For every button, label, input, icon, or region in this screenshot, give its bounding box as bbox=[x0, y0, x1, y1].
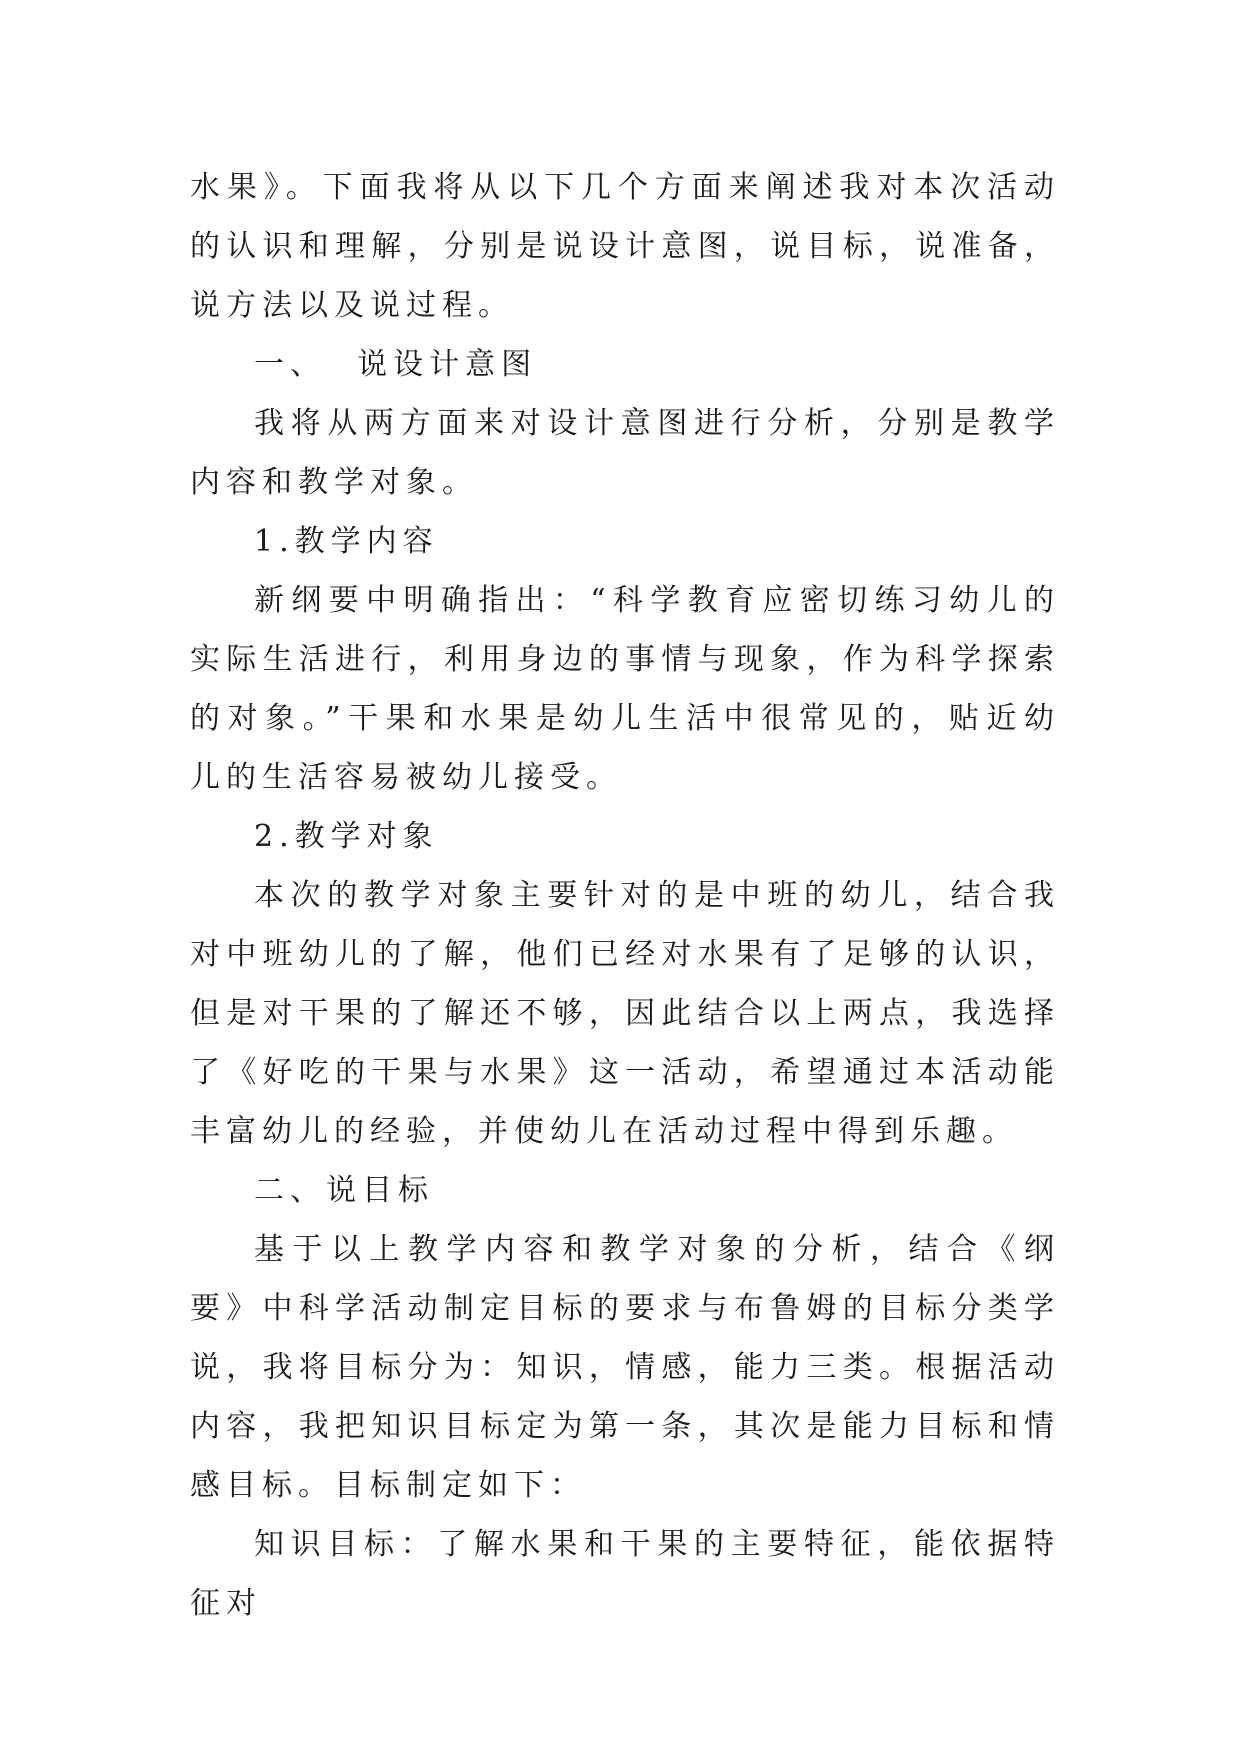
section-heading-design-intent: 一、 说设计意图 bbox=[254, 347, 538, 382]
subheading-teaching-object: 2.教学对象 bbox=[254, 819, 439, 854]
paragraph-teaching-content: 新纲要中明确指出：“科学教育应密切练习幼儿的实际生活进行，利用身边的事情与现象，作为科学探索的对象。”干果和水果是幼儿生活中很常见的，贴近幼儿的生活容易被幼儿接受。 bbox=[190, 583, 1060, 795]
subheading-teaching-content: 1.教学内容 bbox=[254, 524, 439, 559]
paragraph-teaching-object: 本次的教学对象主要针对的是中班的幼儿，结合我对中班幼儿的了解，他们已经对水果有了足够的认识，但是对干果的了解还不够，因此结合以上两点，我选择了《好吃的干果与水果》这一活动，希望通过本活动能丰富幼儿的经验，并使幼儿在活动过程中得到乐趣。 bbox=[190, 878, 1060, 1149]
paragraph-goals: 基于以上教学内容和教学对象的分析，结合《纲要》中科学活动制定目标的要求与布鲁姆的目标分类学说，我将目标分为：知识，情感，能力三类。根据活动内容，我把知识目标定为第一条，其次是能力目标和情感目标。目标制定如下： bbox=[190, 1232, 1060, 1503]
document-body bbox=[190, 158, 1060, 1633]
paragraph-intro: 水果》。下面我将从以下几个方面来阐述我对本次活动的认识和理解，分别是说设计意图，说目标，说准备，说方法以及说过程。 bbox=[190, 170, 1060, 323]
section-heading-goals: 二、说目标 bbox=[254, 1173, 434, 1208]
paragraph-knowledge-goal: 知识目标：了解水果和干果的主要特征，能依据特征对 bbox=[190, 1527, 1060, 1621]
paragraph-design-analysis: 我将从两方面来对设计意图进行分析，分别是教学内容和教学对象。 bbox=[190, 406, 1060, 500]
